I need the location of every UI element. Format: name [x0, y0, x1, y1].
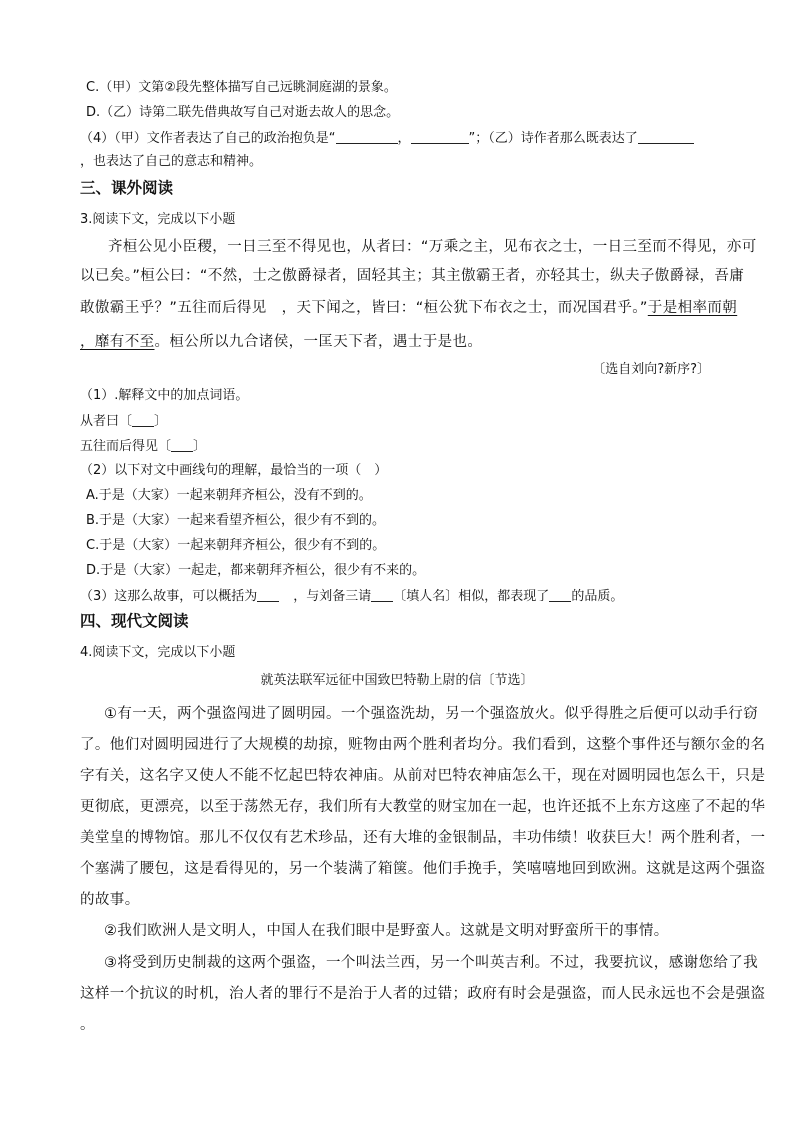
passage-source: 〔选自刘向?新序?〕: [592, 362, 710, 377]
q4-part1: （4）（甲）文作者表达了自己的政治抱负是“: [80, 131, 336, 146]
passage-line: [80, 298, 737, 318]
q4-sep: ，: [397, 131, 411, 146]
q4-part2: ”；（乙）诗作者那么既表达了: [468, 131, 638, 146]
paragraph-3-line: 这样一个抗议的时机，治人者的罪行不是治于人者的过错；政府有时会是强盗，而人民永远也不会是强盗: [80, 986, 766, 1002]
q1-item-1-suffix: 〕: [154, 414, 168, 429]
answer-blank[interactable]: [411, 129, 469, 144]
passage-text: 。桓公所以九合诸侯，一匡天下者，遇士于是也。: [154, 334, 483, 350]
passage-line: [80, 332, 482, 352]
q2-option-d: D.于是（大家）一起走，都来朝拜齐桓公，很少有不来的。: [86, 563, 426, 578]
answer-blank[interactable]: [371, 587, 393, 602]
paragraph-3-line: 。: [80, 1017, 95, 1033]
paragraph-1-line: 字有关，这名字又使人不能不忆起巴特农神庙。从前对巴特农神庙怎么干，现在对圆明园也怎么干，只是: [80, 768, 766, 784]
answer-blank[interactable]: [336, 129, 398, 144]
q3-part1: （3）这那么故事，可以概括为: [80, 589, 258, 604]
q2-option-b: B.于是（大家）一起来看望齐桓公，很少有不到的。: [86, 513, 386, 528]
paragraph-1-line: 个塞满了腰包，这是看得见的，另一个装满了箱箧。他们手挽手，笑嘻嘻地回到欧洲。这就是这两个强盗: [80, 861, 766, 877]
section-4-heading: 四、现代文阅读: [80, 612, 189, 630]
q3-line: [80, 587, 623, 606]
answer-blank[interactable]: [257, 587, 279, 602]
section-3-heading: 三、课外阅读: [80, 179, 174, 197]
underlined-sentence: ，靡有不至: [80, 334, 155, 350]
q2-stem: （2）以下对文中画线句的理解，最恰当的一项（ ）: [80, 463, 388, 478]
passage-title: 就英法联军远征中国致巴特勒上尉的信〔节选〕: [260, 673, 534, 688]
underlined-sentence: 于是相率而朝: [647, 300, 738, 316]
paragraph-3-line: ③将受到历史制裁的这两个强盗，一个叫法兰西，另一个叫英吉利。不过，我要抗议，感谢您给了我: [104, 955, 759, 971]
answer-blank[interactable]: [638, 129, 694, 144]
q2-option-c: C.于是（大家）一起来朝拜齐桓公，很少有不到的。: [86, 538, 386, 553]
answer-blank[interactable]: [549, 587, 571, 602]
q3-part4: 的品质。: [571, 589, 624, 604]
q1-item-1-prefix: 从者曰〔: [80, 414, 133, 429]
question-4-line-2: ，也表达了自己的意志和精神。: [80, 154, 263, 169]
option-d: D.（乙）诗第二联先借典故写自己对逝去故人的思念。: [86, 105, 400, 120]
passage-text: 敢傲霸王乎？”五往而后得见 ，天下闻之，皆曰：“桓公犹下布衣之士，而况国君乎。”: [80, 300, 648, 316]
passage-line: 以已矣。”桓公曰：“不然，士之傲爵禄者，固轻其主；其主傲霸王者，亦轻其士，纵夫子傲爵禄，吾庸: [80, 268, 745, 284]
passage-line: 齐桓公见小臣稷，一日三至不得见也，从者曰：“万乘之主，见布衣之士，一日三至而不得见，亦可: [108, 239, 757, 255]
section-3-prompt: 3.阅读下文，完成以下小题: [80, 212, 236, 227]
q1-stem: （1）.解释文中的加点词语。: [80, 388, 249, 403]
answer-blank[interactable]: [132, 412, 154, 427]
paragraph-1-line: 更彻底，更漂亮，以至于荡然无存，我们所有大教堂的财宝加在一起，也许还抵不上东方这座了不起的华: [80, 799, 766, 815]
q3-part2: ，与刘备三请: [293, 589, 372, 604]
option-c: C.（甲）文第②段先整体描写自己远眺洞庭湖的景象。: [86, 80, 397, 95]
answer-blank[interactable]: [171, 437, 193, 452]
paragraph-1-line: 的故事。: [80, 892, 140, 908]
paragraph-1-line: 美堂皇的博物馆。那儿不仅仅有艺术珍品，还有大堆的金银制品，丰功伟绩！收获巨大！两个胜利者，一: [80, 830, 766, 846]
q1-item-2-suffix: 〕: [193, 439, 207, 454]
paragraph-1-line: ①有一天，两个强盗闯进了圆明园。一个强盗洗劫，另一个强盗放火。似乎得胜之后便可以动手行窃: [104, 706, 759, 722]
q1-item-2: [80, 437, 206, 456]
section-4-prompt: 4.阅读下文，完成以下小题: [80, 645, 236, 660]
q2-option-a: A.于是（大家）一起来朝拜齐桓公，没有不到的。: [86, 488, 372, 503]
paragraph-2: ②我们欧洲人是文明人，中国人在我们眼中是野蛮人。这就是文明对野蛮所干的事情。: [104, 923, 669, 939]
question-4-line-1: [80, 129, 694, 148]
q1-item-1: [80, 412, 167, 431]
paragraph-1-line: 了。他们对圆明园进行了大规模的劫掠，赃物由两个胜利者均分。我们看到，这整个事件还与额尔金的名: [80, 737, 766, 753]
q3-part3: 〔填人名〕相似，都表现了: [393, 589, 550, 604]
q1-item-2-prefix: 五往而后得见〔: [80, 439, 172, 454]
